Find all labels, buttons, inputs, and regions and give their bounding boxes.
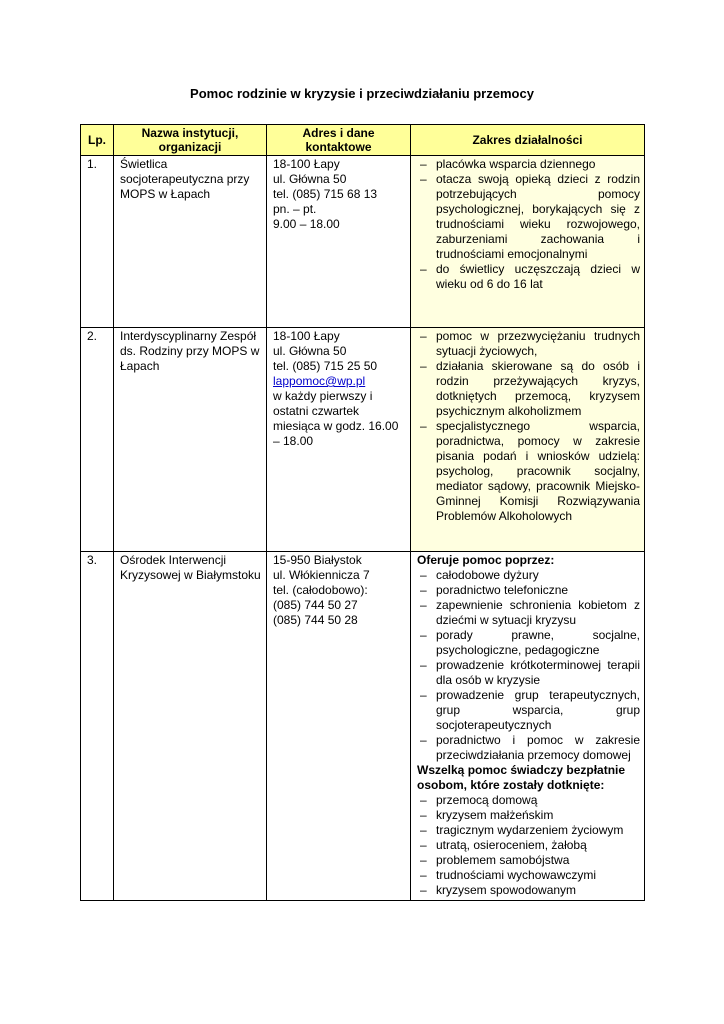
address-line: ul. Główna 50 xyxy=(273,172,347,186)
list-item: – działania skierowane są do osób i rodzin przeżywających kryzys, dotkniętych przemocą, kryzysem psychicznym alkoholizmem xyxy=(417,359,640,419)
page-title: Pomoc rodzinie w kryzysie i przeciwdziałaniu przemocy xyxy=(190,86,534,101)
institutions-table xyxy=(80,124,645,901)
list-item: – prowadzenie grup terapeutycznych, grup wsparcia, grup socjoterapeutycznych xyxy=(417,688,640,733)
hours-days: pn. – pt. xyxy=(273,202,317,216)
header-lp: Lp. xyxy=(81,125,114,156)
row-number: 1. xyxy=(81,156,114,328)
phone-line: (085) 744 50 28 xyxy=(273,613,358,627)
row-number: 3. xyxy=(81,552,114,901)
phone-line: tel. (085) 715 25 50 xyxy=(273,359,378,373)
institution-name: Ośrodek Interwencji Kryzysowej w Białymstoku xyxy=(114,552,267,901)
list-item: – trudnościami wychowawczymi xyxy=(417,868,640,883)
scope-lead: Wszelką pomoc świadczy bezpłatnie osobom, które zostały dotknięte: xyxy=(417,763,626,792)
table-row xyxy=(81,156,645,328)
institution-name: Świetlica socjoterapeutyczna przy MOPS w Łapach xyxy=(114,156,267,328)
scope-lead: Oferuje pomoc poprzez: xyxy=(417,553,555,567)
header-name: Nazwa instytucji, organizacji xyxy=(114,125,267,156)
scope-list xyxy=(417,793,640,898)
scope-list xyxy=(417,157,640,292)
phone-line: tel. (085) 715 68 13 xyxy=(273,187,378,201)
scope-list xyxy=(417,568,640,763)
table-header-row xyxy=(81,125,645,156)
address-line: ul. Główna 50 xyxy=(273,344,347,358)
contact-details xyxy=(267,552,411,901)
list-item: – poradnictwo telefoniczne xyxy=(417,583,640,598)
list-item: – problemem samobójstwa xyxy=(417,853,640,868)
list-item: – otacza swoją opieką dzieci z rodzin potrzebujących pomocy psychologicznej, borykających się z trudnościami wieku rozwojowego, zaburzeniami zachowania i trudnościami emocjonalnymi xyxy=(417,172,640,262)
phone-label: tel. (całodobowo): xyxy=(273,583,368,597)
phone-line: (085) 744 50 27 xyxy=(273,598,358,612)
list-item: – kryzysem małżeńskim xyxy=(417,808,640,823)
scope-cell xyxy=(411,552,645,901)
list-item: – specjalistycznego wsparcia, poradnictwa, pomocy w zakresie pisania podań i wniosków udzielą: psycholog, pracownik socjalny, mediator sądowy, pracownik Miejsko-Gminnej Komisji Rozwiązywania Problemów Alkoholowych xyxy=(417,419,640,524)
list-item: – porady prawne, socjalne, psychologiczne, pedagogiczne xyxy=(417,628,640,658)
address-line: ul. Włókiennicza 7 xyxy=(273,568,370,582)
list-item: – pomoc w przezwyciężaniu trudnych sytuacji życiowych, xyxy=(417,329,640,359)
contact-details xyxy=(267,156,411,328)
address-line: 18-100 Łapy xyxy=(273,329,340,343)
list-item: – do świetlicy uczęszczają dzieci w wieku od 6 do 16 lat xyxy=(417,262,640,292)
scope-cell xyxy=(411,328,645,552)
list-item: – utratą, osieroceniem, żałobą xyxy=(417,838,640,853)
list-item: – placówka wsparcia dziennego xyxy=(417,157,640,172)
meeting-hours: w każdy pierwszy i ostatni czwartek miesiąca w godz. 16.00 – 18.00 xyxy=(273,389,399,448)
header-address: Adres i dane kontaktowe xyxy=(267,125,411,156)
address-line: 15-950 Białystok xyxy=(273,553,362,567)
list-item: – zapewnienie schronienia kobietom z dziećmi w sytuacji kryzysu xyxy=(417,598,640,628)
table-row xyxy=(81,328,645,552)
address-line: 18-100 Łapy xyxy=(273,157,340,171)
header-scope: Zakres działalności xyxy=(411,125,645,156)
list-item: – tragicznym wydarzeniem życiowym xyxy=(417,823,640,838)
institution-name: Interdyscyplinarny Zespół ds. Rodziny przy MOPS w Łapach xyxy=(114,328,267,552)
scope-list xyxy=(417,329,640,524)
hours-time: 9.00 – 18.00 xyxy=(273,217,340,231)
table-row xyxy=(81,552,645,901)
list-item: – przemocą domową xyxy=(417,793,640,808)
list-item: – prowadzenie krótkoterminowej terapii dla osób w kryzysie xyxy=(417,658,640,688)
list-item: – całodobowe dyżury xyxy=(417,568,640,583)
email-link[interactable]: lappomoc@wp.pl xyxy=(273,374,366,388)
contact-details xyxy=(267,328,411,552)
list-item: – kryzysem spowodowanym xyxy=(417,883,640,898)
scope-cell xyxy=(411,156,645,328)
list-item: – poradnictwo i pomoc w zakresie przeciwdziałania przemocy domowej xyxy=(417,733,640,763)
row-number: 2. xyxy=(81,328,114,552)
